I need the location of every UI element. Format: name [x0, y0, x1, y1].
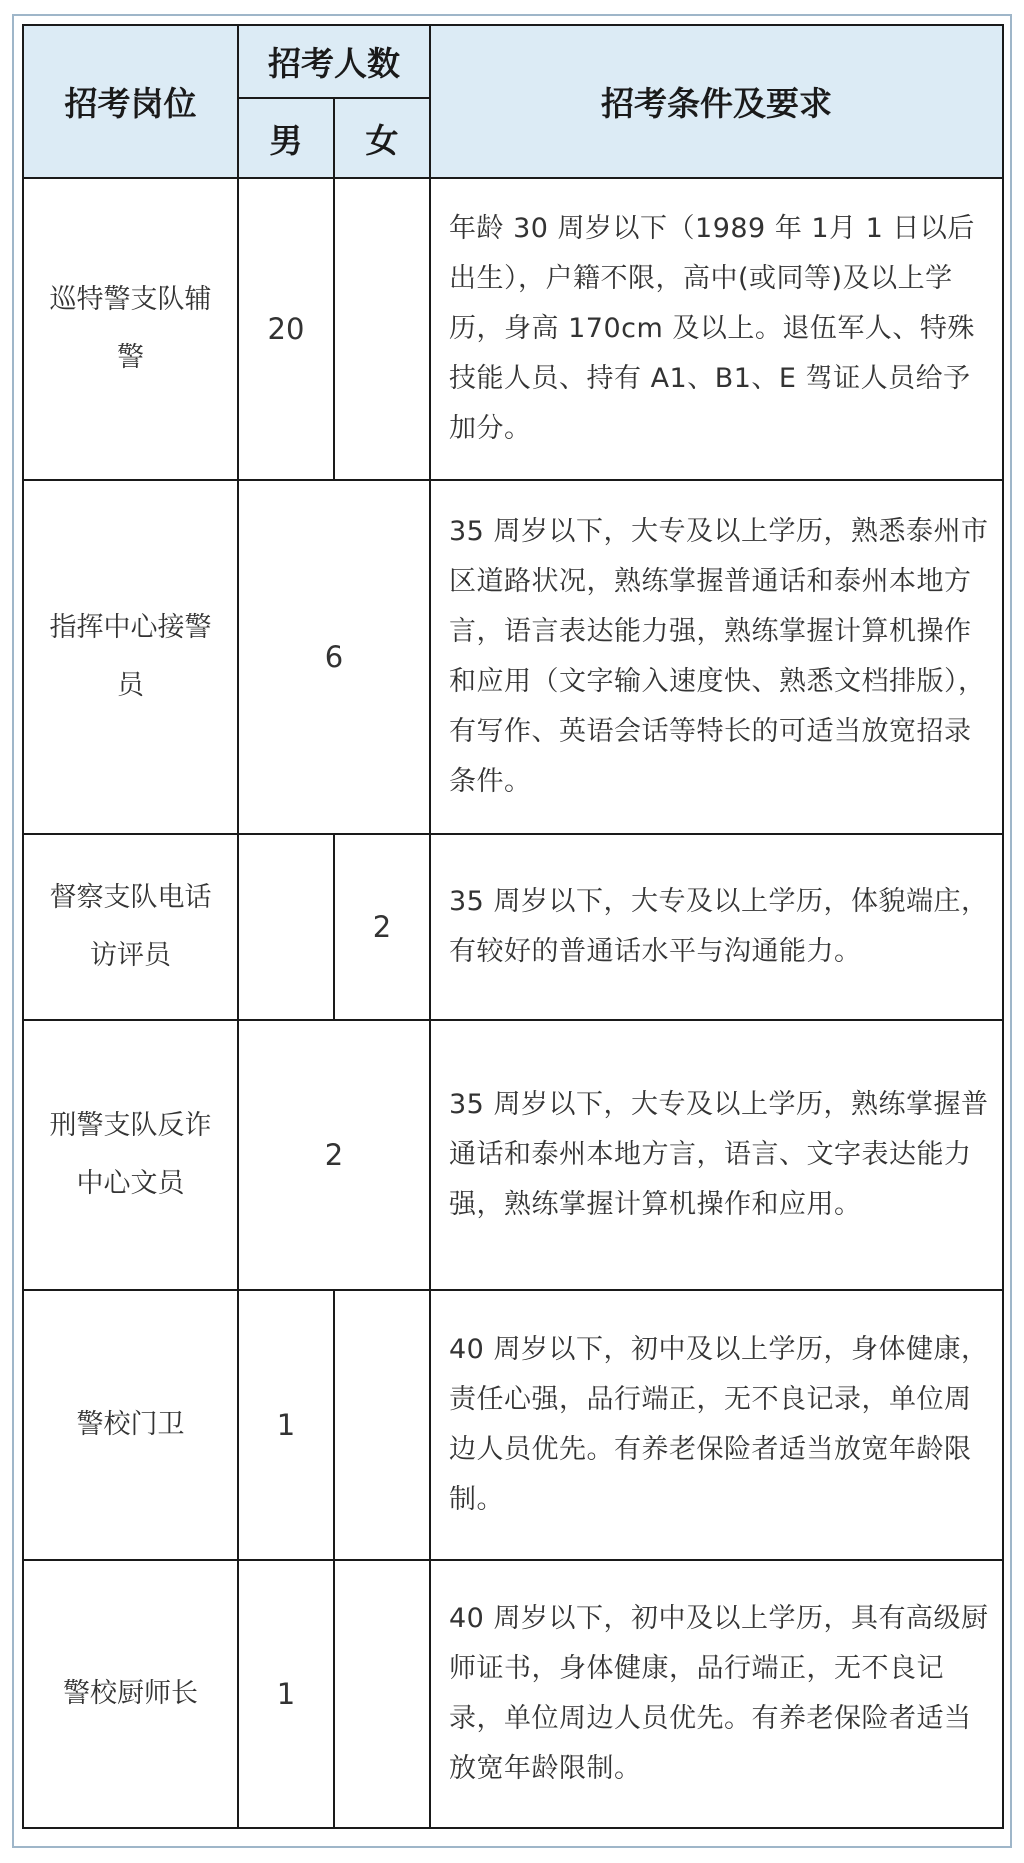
male-count-cell: 1: [238, 1560, 334, 1828]
position-cell: 指挥中心接警员: [23, 480, 238, 834]
female-count-cell: [334, 178, 430, 480]
position-cell: 警校门卫: [23, 1290, 238, 1560]
requirements-cell: 35 周岁以下，大专及以上学历，熟练掌握普通话和泰州本地方言，语言、文字表达能力强，熟练掌握计算机操作和应用。: [430, 1020, 1003, 1290]
female-count-cell: [334, 1290, 430, 1560]
female-count-cell: 2: [334, 834, 430, 1020]
requirements-cell: 年龄 30 周岁以下（1989 年 1月 1 日以后出生），户籍不限，高中(或同等)及以上学历，身高 170cm 及以上。退伍军人、特殊技能人员、持有 A1、B1、E 驾证人员给予加分。: [430, 178, 1003, 480]
position-cell: 督察支队电话访评员: [23, 834, 238, 1020]
requirements-cell: 40 周岁以下，初中及以上学历，身体健康，责任心强，品行端正，无不良记录，单位周边人员优先。有养老保险者适当放宽年龄限制。: [430, 1290, 1003, 1560]
table-row: [23, 480, 1003, 834]
header-position: 招考岗位: [23, 25, 238, 178]
position-cell: 警校厨师长: [23, 1560, 238, 1828]
male-count-cell: 1: [238, 1290, 334, 1560]
requirements-cell: 35 周岁以下，大专及以上学历，熟悉泰州市区道路状况，熟练掌握普通话和泰州本地方言，语言表达能力强，熟练掌握计算机操作和应用（文字输入速度快、熟悉文档排版），有写作、英语会话等特长的可适当放宽招录条件。: [430, 480, 1003, 834]
header-count: 招考人数: [238, 25, 430, 98]
header-requirements: 招考条件及要求: [430, 25, 1003, 178]
female-count-cell: [334, 1560, 430, 1828]
header-female: 女: [334, 98, 430, 178]
table-row: [23, 178, 1003, 480]
male-count-cell: [238, 834, 334, 1020]
position-cell: 刑警支队反诈中心文员: [23, 1020, 238, 1290]
male-count-cell: 20: [238, 178, 334, 480]
position-cell: 巡特警支队辅警: [23, 178, 238, 480]
recruitment-table: [22, 24, 1004, 1829]
requirements-cell: 40 周岁以下，初中及以上学历，具有高级厨师证书，身体健康，品行端正，无不良记录，单位周边人员优先。有养老保险者适当放宽年龄限制。: [430, 1560, 1003, 1828]
header-male: 男: [238, 98, 334, 178]
total-count-cell: 2: [238, 1020, 430, 1290]
table-row: [23, 1020, 1003, 1290]
table-row: [23, 1290, 1003, 1560]
total-count-cell: 6: [238, 480, 430, 834]
table-row: [23, 1560, 1003, 1828]
table-row: [23, 834, 1003, 1020]
header-row: [23, 25, 1003, 98]
requirements-cell: 35 周岁以下，大专及以上学历，体貌端庄，有较好的普通话水平与沟通能力。: [430, 834, 1003, 1020]
